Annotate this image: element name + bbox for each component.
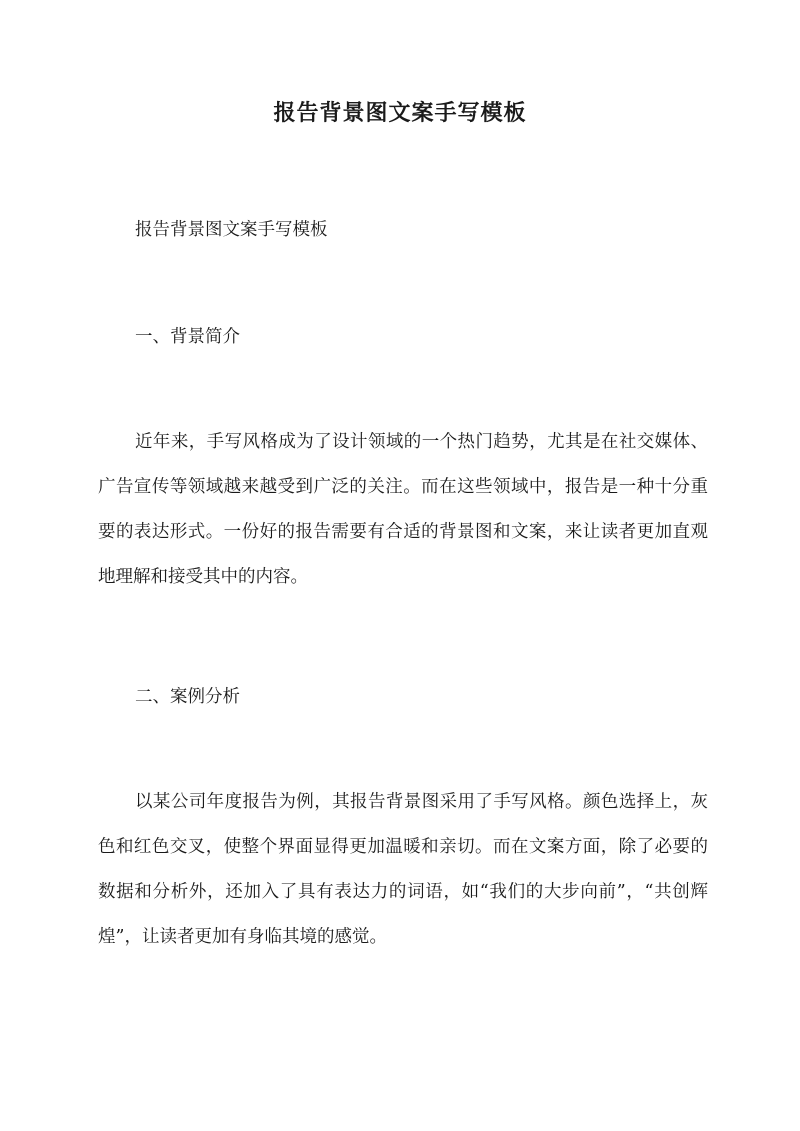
document-title: 报告背景图文案手写模板 bbox=[273, 100, 527, 126]
section-heading-case-analysis: 二、案例分析 bbox=[135, 687, 240, 707]
document-subtitle: 报告背景图文案手写模板 bbox=[135, 220, 328, 240]
section-paragraph-background: 近年来，手写风格成为了设计领域的一个热门趋势，尤其是在社交媒体、广告宣传等领域越来越受到广泛的关注。而在这些领域中，报告是一种十分重要的表达形式。一份好的报告需要有合适的背景图和文案，来让读者更加直观地理解和接受其中的内容。 bbox=[98, 432, 708, 587]
section-heading-background: 一、背景简介 bbox=[135, 327, 240, 347]
section-paragraph-case-analysis: 以某公司年度报告为例，其报告背景图采用了手写风格。颜色选择上，灰色和红色交叉，使整个界面显得更加温暖和亲切。而在文案方面，除了必要的数据和分析外，还加入了具有表达力的词语，如“我们的大步向前”，“共创辉煌”，让读者更加有身临其境的感觉。 bbox=[98, 792, 708, 947]
